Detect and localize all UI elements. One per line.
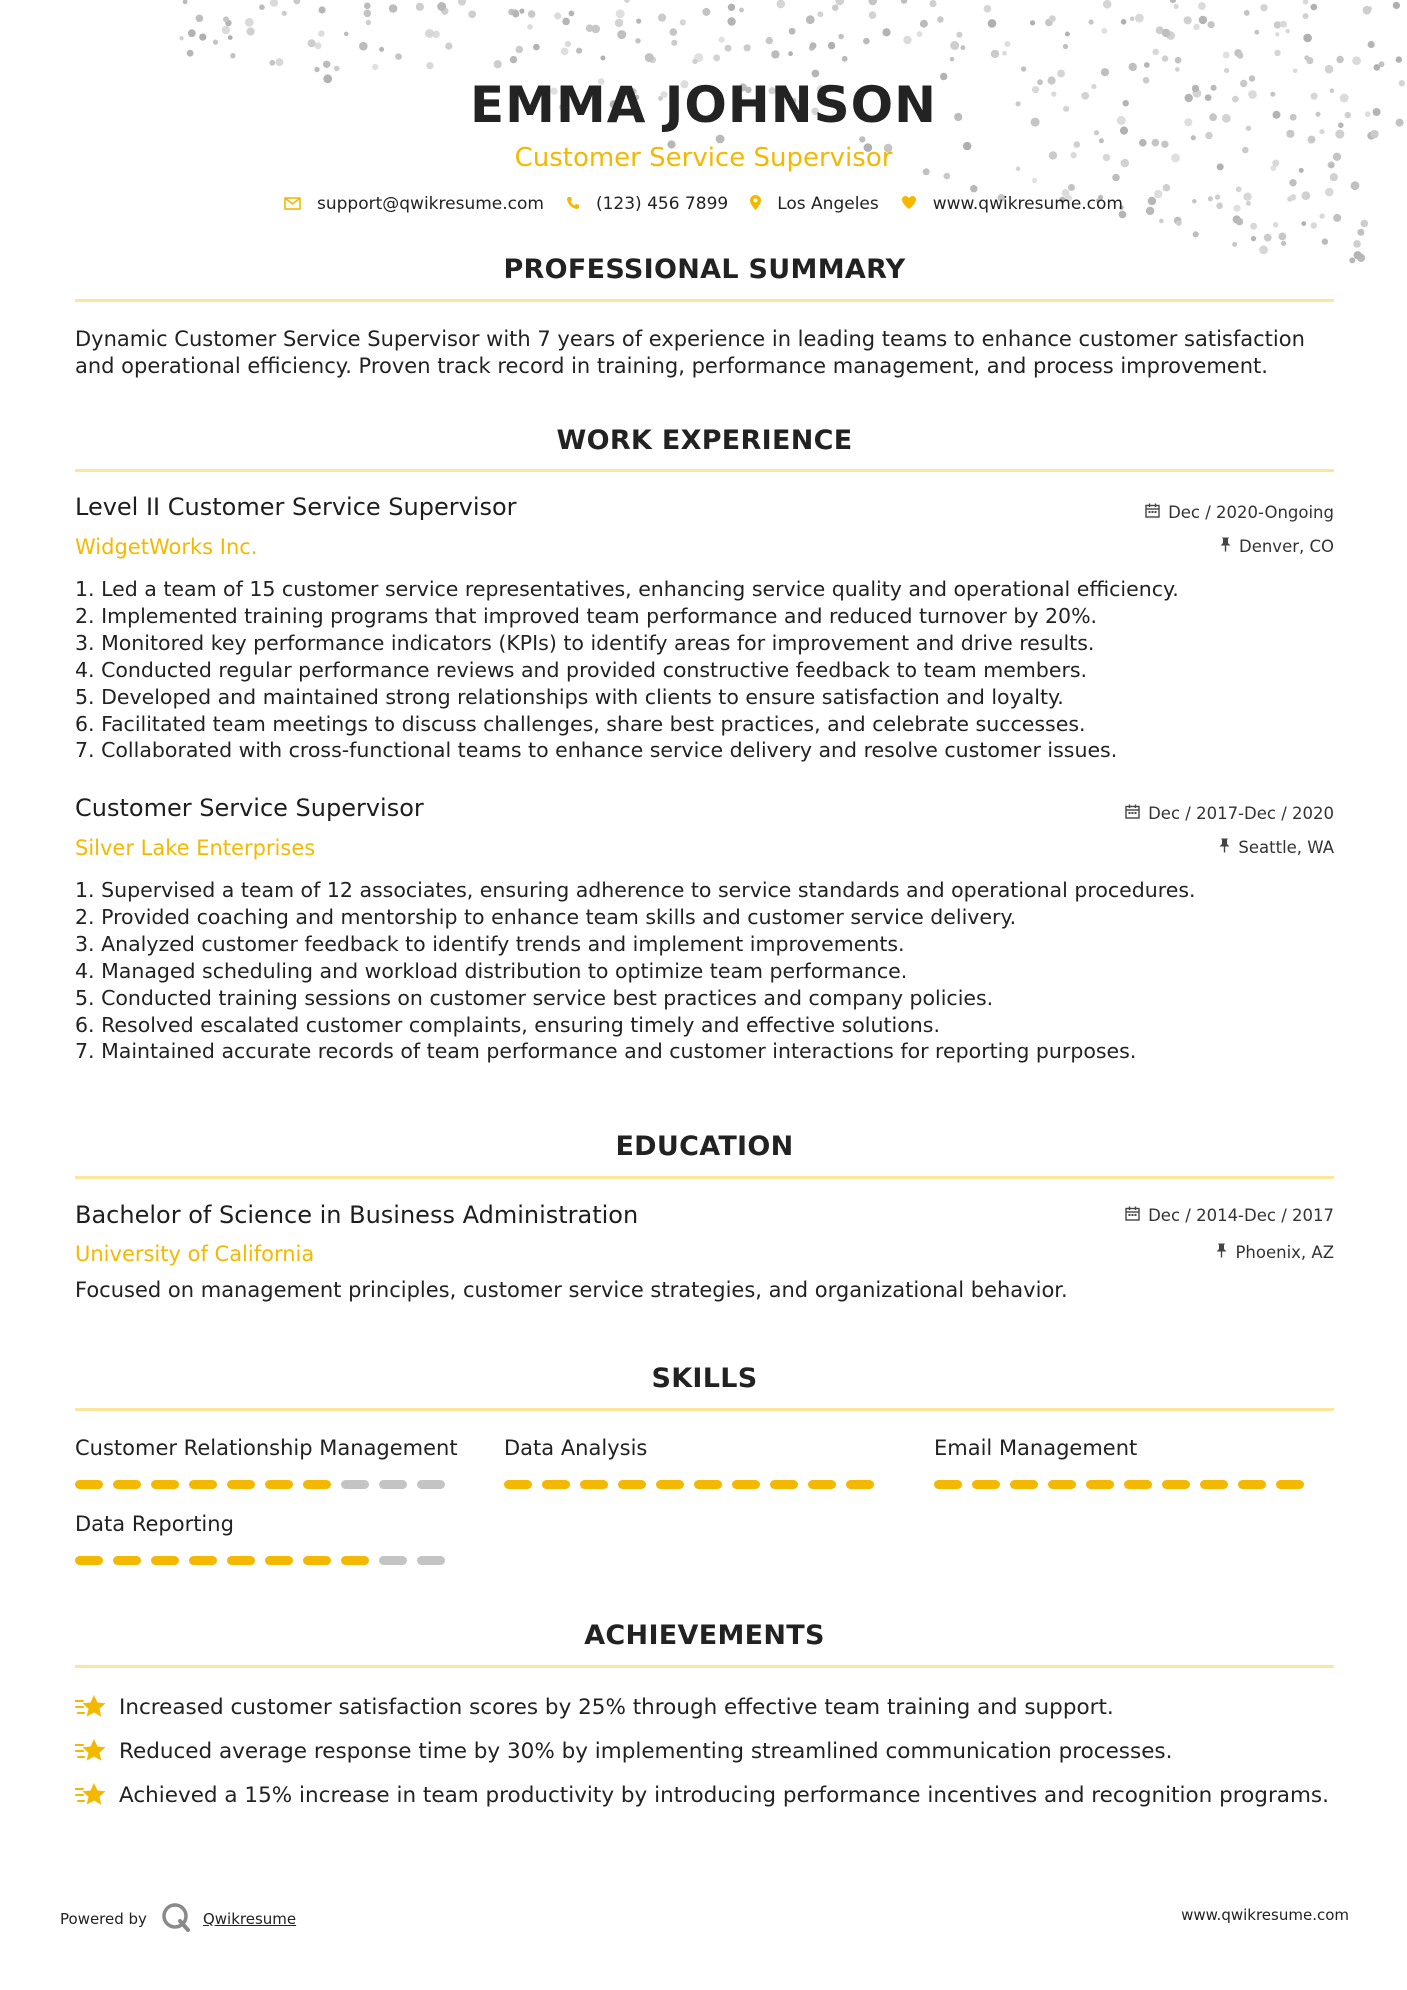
candidate-name: EMMA JOHNSON bbox=[470, 76, 937, 134]
list-item: 7. Maintained accurate records of team performance and customer interactions for reporting purposes. bbox=[75, 1039, 1137, 1064]
location-text: Los Angeles bbox=[777, 194, 879, 214]
contact-email[interactable] bbox=[284, 194, 544, 214]
skill-dash-filled bbox=[694, 1480, 722, 1489]
skill-name: Customer Relationship Management bbox=[75, 1436, 458, 1460]
job-dates-text: Dec / 2017-Dec / 2020 bbox=[1148, 804, 1334, 823]
phone-icon bbox=[566, 195, 580, 214]
qwikresume-link[interactable]: Qwikresume bbox=[202, 1910, 297, 1928]
map-marker-icon bbox=[750, 195, 761, 214]
skill-dash-filled bbox=[189, 1480, 217, 1489]
contact-bar bbox=[0, 194, 1407, 214]
calendar-icon bbox=[1125, 804, 1140, 823]
achievement-text: Reduced average response time by 30% by implementing streamlined communication processes. bbox=[119, 1738, 1173, 1764]
skill-dash-filled bbox=[113, 1480, 141, 1489]
list-item: 1. Supervised a team of 12 associates, ensuring adherence to service standards and operational procedures. bbox=[75, 878, 1196, 902]
skill-dash-empty bbox=[379, 1556, 407, 1565]
skill-dash-filled bbox=[303, 1480, 331, 1489]
skills-heading: SKILLS bbox=[651, 1363, 758, 1394]
contact-phone[interactable] bbox=[566, 194, 728, 214]
skill-dash-filled bbox=[808, 1480, 836, 1489]
education-description: Focused on management principles, customer service strategies, and organizational behavior. bbox=[75, 1278, 1068, 1302]
candidate-title: Customer Service Supervisor bbox=[514, 143, 893, 173]
skill-dash-filled bbox=[189, 1556, 217, 1565]
skill-item bbox=[75, 1510, 475, 1538]
company-name: WidgetWorks Inc. bbox=[75, 535, 258, 559]
company-name: Silver Lake Enterprises bbox=[75, 836, 316, 860]
achievement-item bbox=[75, 1737, 1172, 1765]
education-dates bbox=[1125, 1206, 1334, 1225]
footer-powered-by bbox=[60, 1902, 296, 1936]
calendar-icon bbox=[1145, 503, 1160, 522]
education-location-text: Phoenix, AZ bbox=[1235, 1243, 1334, 1262]
skill-dash-filled bbox=[1048, 1480, 1076, 1489]
skill-dash-filled bbox=[265, 1480, 293, 1489]
list-item: 5. Conducted training sessions on customer service best practices and company policies. bbox=[75, 985, 994, 1010]
skill-item bbox=[75, 1434, 475, 1462]
contact-website[interactable] bbox=[901, 194, 1123, 214]
education-location bbox=[1216, 1243, 1334, 1262]
resume-header bbox=[0, 72, 1407, 214]
skill-dash-filled bbox=[1086, 1480, 1114, 1489]
skill-dash-filled bbox=[1200, 1480, 1228, 1489]
list-item: 2. Implemented training programs that improved team performance and reduced turnover by 20%. bbox=[75, 603, 1098, 628]
experience-heading: WORK EXPERIENCE bbox=[556, 425, 853, 456]
skill-dash-filled bbox=[113, 1556, 141, 1565]
skill-item bbox=[934, 1434, 1334, 1462]
skill-dash-filled bbox=[770, 1480, 798, 1489]
list-item: 5. Developed and maintained strong relationships with clients to ensure satisfaction and loyalty. bbox=[75, 684, 1064, 709]
skill-item bbox=[504, 1434, 904, 1462]
contact-location bbox=[750, 194, 879, 214]
skill-dash-filled bbox=[580, 1480, 608, 1489]
list-item: 7. Collaborated with cross-functional teams to enhance service delivery and resolve customer issues. bbox=[75, 738, 1118, 763]
list-item: 6. Facilitated team meetings to discuss challenges, share best practices, and celebrate successes. bbox=[75, 711, 1086, 736]
pushpin-icon bbox=[1219, 838, 1230, 857]
achievement-item bbox=[75, 1781, 1329, 1809]
skill-dash-empty bbox=[417, 1480, 445, 1489]
achievements-divider bbox=[75, 1665, 1334, 1668]
list-item: 4. Managed scheduling and workload distribution to optimize team performance. bbox=[75, 958, 908, 983]
job-location bbox=[1219, 838, 1334, 857]
skill-dash-filled bbox=[227, 1556, 255, 1565]
skill-dash-filled bbox=[1238, 1480, 1266, 1489]
job-location bbox=[1220, 537, 1334, 556]
list-item: 1. Led a team of 15 customer service representatives, enhancing service quality and operational efficiency. bbox=[75, 577, 1179, 601]
skill-dash-empty bbox=[417, 1556, 445, 1565]
email-text: support@qwikresume.com bbox=[317, 194, 544, 214]
skill-dash-filled bbox=[75, 1556, 103, 1565]
education-dates-text: Dec / 2014-Dec / 2017 bbox=[1148, 1206, 1334, 1225]
star-icon bbox=[75, 1781, 107, 1809]
skill-dash-empty bbox=[341, 1480, 369, 1489]
job-title: Customer Service Supervisor bbox=[75, 794, 424, 822]
summary-line: Dynamic Customer Service Supervisor with 7 years of experience in leading teams to enhance customer satisfaction bbox=[75, 327, 1305, 351]
job-dates bbox=[1125, 804, 1334, 823]
calendar-icon bbox=[1125, 1206, 1140, 1225]
skill-dash-filled bbox=[542, 1480, 570, 1489]
list-item: 3. Analyzed customer feedback to identify trends and implement improvements. bbox=[75, 931, 905, 956]
skill-dash-filled bbox=[265, 1556, 293, 1565]
skill-name: Email Management bbox=[934, 1436, 1138, 1460]
website-heart-icon bbox=[901, 195, 917, 214]
skill-dash-filled bbox=[972, 1480, 1000, 1489]
summary-heading: PROFESSIONAL SUMMARY bbox=[503, 254, 906, 285]
education-divider bbox=[75, 1176, 1334, 1179]
pushpin-icon bbox=[1220, 537, 1231, 556]
list-item: 3. Monitored key performance indicators (KPIs) to identify areas for improvement and drive results. bbox=[75, 630, 1095, 655]
skill-dash-empty bbox=[379, 1480, 407, 1489]
achievement-item bbox=[75, 1693, 1114, 1721]
skill-dash-filled bbox=[151, 1556, 179, 1565]
skill-dash-filled bbox=[1010, 1480, 1038, 1489]
skills-divider bbox=[75, 1408, 1334, 1411]
job-location-text: Seattle, WA bbox=[1238, 838, 1334, 857]
skill-dash-filled bbox=[934, 1480, 962, 1489]
experience-divider bbox=[75, 469, 1334, 472]
skill-dash-filled bbox=[1162, 1480, 1190, 1489]
degree-title: Bachelor of Science in Business Administration bbox=[75, 1201, 639, 1229]
star-icon bbox=[75, 1737, 107, 1765]
skill-dash-filled bbox=[846, 1480, 874, 1489]
skill-dash-filled bbox=[341, 1556, 369, 1565]
envelope-icon bbox=[284, 195, 301, 214]
school-name: University of California bbox=[75, 1242, 315, 1266]
skill-name: Data Reporting bbox=[75, 1512, 234, 1536]
summary-line: and operational efficiency. Proven track record in training, performance management, and process improvement. bbox=[75, 354, 1268, 378]
skill-name: Data Analysis bbox=[504, 1436, 648, 1460]
achievement-text: Achieved a 15% increase in team productivity by introducing performance incentives and recognition programs. bbox=[119, 1782, 1329, 1808]
skill-dash-filled bbox=[151, 1480, 179, 1489]
list-item: 2. Provided coaching and mentorship to enhance team skills and customer service delivery. bbox=[75, 904, 1017, 929]
skill-dash-filled bbox=[227, 1480, 255, 1489]
list-item: 4. Conducted regular performance reviews and provided constructive feedback to team members. bbox=[75, 657, 1088, 682]
job-dates bbox=[1145, 503, 1334, 522]
pushpin-icon bbox=[1216, 1243, 1227, 1262]
skill-dash-filled bbox=[1276, 1480, 1304, 1489]
job-location-text: Denver, CO bbox=[1238, 537, 1334, 556]
skill-dash-filled bbox=[1124, 1480, 1152, 1489]
job-bullets bbox=[75, 877, 1345, 1065]
summary-text bbox=[75, 326, 1334, 380]
powered-by-label: Powered by bbox=[60, 1910, 147, 1928]
footer-website[interactable]: www.qwikresume.com bbox=[1181, 1906, 1349, 1924]
achievements-heading: ACHIEVEMENTS bbox=[584, 1620, 825, 1651]
skill-dash-filled bbox=[656, 1480, 684, 1489]
job-dates-text: Dec / 2020-Ongoing bbox=[1168, 503, 1334, 522]
phone-text: (123) 456 7899 bbox=[595, 194, 729, 214]
skill-dash-filled bbox=[504, 1480, 532, 1489]
achievement-text: Increased customer satisfaction scores by 25% through effective team training and support. bbox=[119, 1694, 1114, 1720]
job-title: Level II Customer Service Supervisor bbox=[75, 493, 517, 521]
skill-dash-filled bbox=[732, 1480, 760, 1489]
job-bullets bbox=[75, 576, 1345, 764]
skill-dash-filled bbox=[618, 1480, 646, 1489]
list-item: 6. Resolved escalated customer complaints, ensuring timely and effective solutions. bbox=[75, 1012, 940, 1037]
education-heading: EDUCATION bbox=[615, 1131, 794, 1162]
qwikresume-logo-icon bbox=[161, 1902, 191, 1936]
skill-dash-filled bbox=[303, 1556, 331, 1565]
summary-divider bbox=[75, 299, 1334, 302]
skill-dash-filled bbox=[75, 1480, 103, 1489]
star-icon bbox=[75, 1693, 107, 1721]
website-text: www.qwikresume.com bbox=[932, 194, 1123, 214]
